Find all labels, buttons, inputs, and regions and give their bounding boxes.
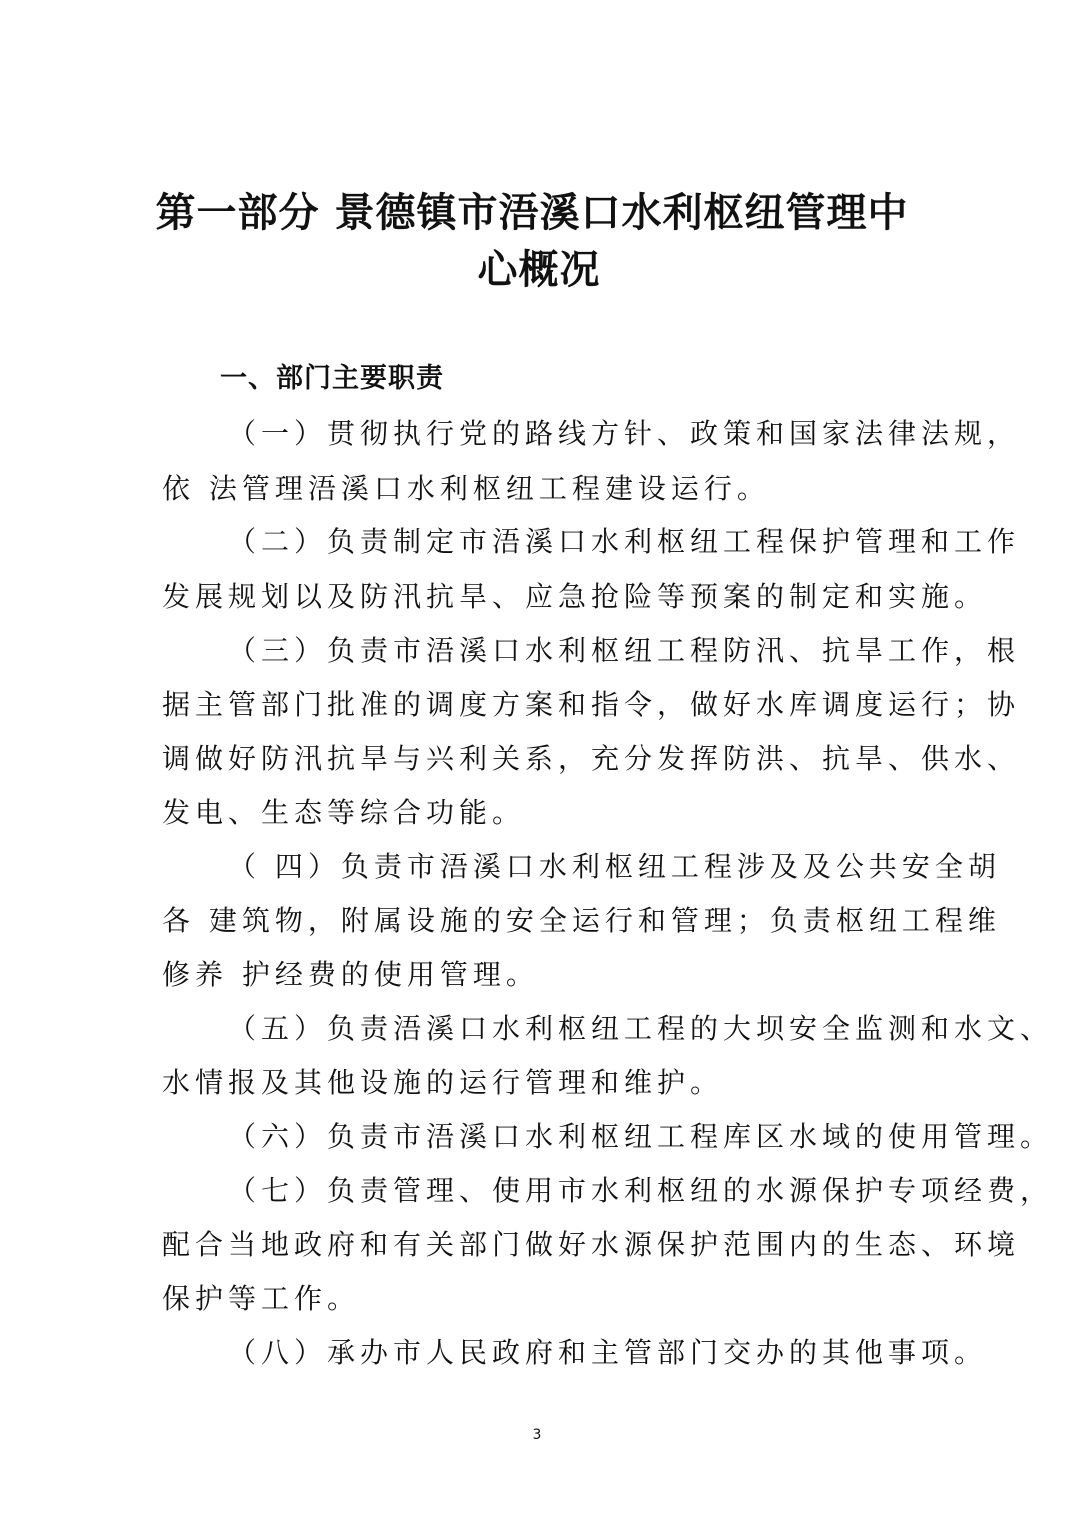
paragraph-5-line-2: 水情报及其他设施的运行管理和维护。 bbox=[162, 1066, 724, 1099]
paragraph-3-line-2: 据主管部门批准的调度方案和指令，做好水库调度运行；协 bbox=[162, 688, 1021, 721]
paragraph-1-line-1: （一）贯彻执行党的路线方针、政策和国家法律法规， bbox=[228, 417, 1021, 450]
section-heading: 一、部门主要职责 bbox=[220, 363, 444, 394]
paragraph-4-line-1: （ 四）负责市浯溪口水利枢纽工程涉及及公共安全胡 bbox=[228, 850, 1001, 883]
paragraph-3-line-3: 调做好防汛抗旱与兴利关系，充分发挥防洪、抗旱、供水、 bbox=[162, 742, 1021, 775]
paragraph-4-line-3: 修养 护经费的使用管理。 bbox=[162, 958, 539, 991]
document-title-line-1: 第一部分 景德镇市浯溪口水利枢纽管理中 bbox=[155, 190, 909, 236]
paragraph-7-line-1: （七）负责管理、使用市水利枢纽的水源保护专项经费， bbox=[228, 1174, 1054, 1207]
paragraph-2-line-1: （二）负责制定市浯溪口水利枢纽工程保护管理和工作 bbox=[228, 525, 1021, 558]
paragraph-3-line-1: （三）负责市浯溪口水利枢纽工程防汛、抗旱工作，根 bbox=[228, 634, 1021, 667]
document-title-line-2: 心概况 bbox=[477, 247, 601, 293]
paragraph-2-line-2: 发展规划以及防汛抗旱、应急抢险等预案的制定和实施。 bbox=[162, 580, 988, 613]
paragraph-6-line-1: （六）负责市浯溪口水利枢纽工程库区水域的使用管理。 bbox=[228, 1120, 1054, 1153]
paragraph-3-line-4: 发电、生态等综合功能。 bbox=[162, 796, 526, 829]
paragraph-4-line-2: 各 建筑物，附属设施的安全运行和管理；负责枢纽工程维 bbox=[162, 904, 1001, 937]
paragraph-1-line-2: 依 法管理浯溪口水利枢纽工程建设运行。 bbox=[162, 472, 770, 505]
paragraph-8-line-1: （八）承办市人民政府和主管部门交办的其他事项。 bbox=[228, 1336, 988, 1369]
paragraph-5-line-1: （五）负责浯溪口水利枢纽工程的大坝安全监测和水文、 bbox=[228, 1012, 1054, 1045]
page-number: 3 bbox=[532, 1427, 542, 1443]
paragraph-7-line-2: 配合当地政府和有关部门做好水源保护范围内的生态、环境 bbox=[162, 1228, 1021, 1261]
paragraph-7-line-3: 保护等工作。 bbox=[162, 1282, 361, 1315]
